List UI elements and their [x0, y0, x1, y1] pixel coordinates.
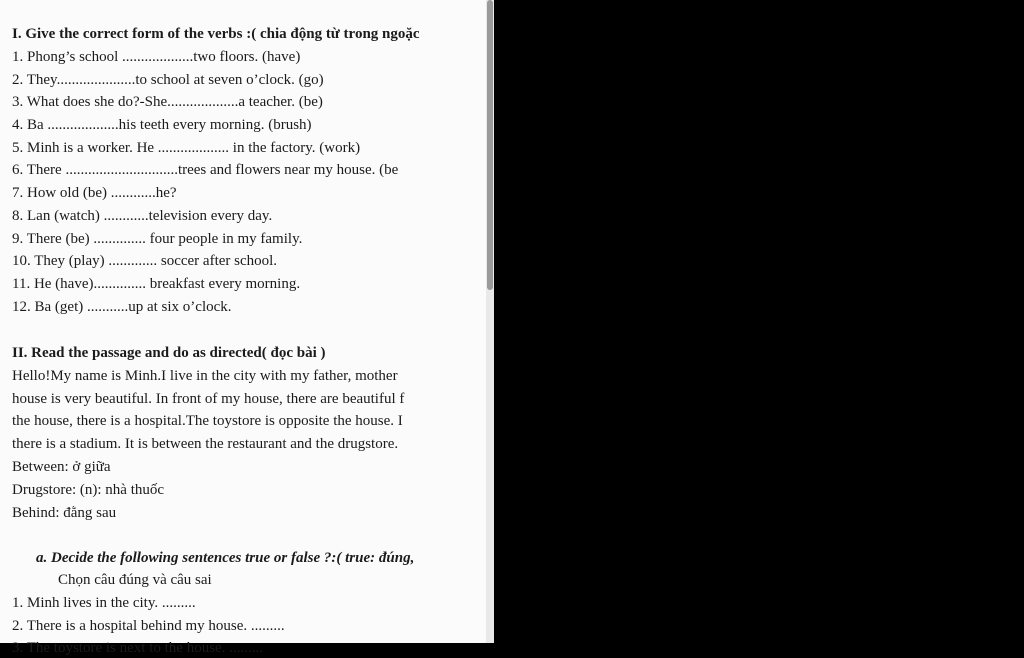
list-item: 2. There is a hospital behind my house. ......... — [12, 618, 285, 634]
vocab-item: Between: ở giữa — [12, 459, 111, 475]
list-item: 9. There (be) .............. four people in my family. — [12, 231, 303, 247]
section-a-subheading: Chọn câu đúng và câu sai — [58, 572, 212, 588]
vocab-item: Drugstore: (n): nhà thuốc — [12, 482, 165, 498]
list-item: 4. Ba ...................his teeth every morning. (brush) — [12, 117, 312, 133]
section-1-heading: I. Give the correct form of the verbs :( chia động từ trong ngoặc — [12, 26, 420, 42]
dark-background-area — [494, 0, 1024, 643]
scrollbar-thumb[interactable] — [487, 0, 493, 290]
list-item: 3. The toystore is next to the house. ......... — [12, 640, 263, 656]
document-page — [0, 0, 494, 656]
list-item: 10. They (play) ............. soccer after school. — [12, 253, 278, 269]
list-item: 1. Minh lives in the city. ......... — [12, 595, 196, 611]
section-a-heading: a. Decide the following sentences true or false ?:( true: đúng, — [36, 550, 415, 566]
section-2-heading: II. Read the passage and do as directed( đọc bài ) — [12, 345, 326, 361]
passage-line: house is very beautiful. In front of my house, there are beautiful f — [12, 391, 405, 407]
vocab-item: Behind: đằng sau — [12, 505, 117, 521]
passage-line: Hello!My name is Minh.I live in the city with my father, mother — [12, 368, 398, 384]
list-item: 8. Lan (watch) ............television every day. — [12, 208, 273, 224]
list-item: 7. How old (be) ............he? — [12, 185, 177, 201]
passage-line: the house, there is a hospital.The toystore is opposite the house. I — [12, 413, 403, 429]
list-item: 6. There ..............................trees and flowers near my house. (be — [12, 162, 399, 178]
list-item: 11. He (have).............. breakfast every morning. — [12, 276, 301, 292]
list-item: 5. Minh is a worker. He ................... in the factory. (work) — [12, 140, 361, 156]
list-item: 3. What does she do?-She...................a teacher. (be) — [12, 94, 323, 110]
list-item: 12. Ba (get) ...........up at six o’clock. — [12, 299, 232, 315]
passage-line: there is a stadium. It is between the restaurant and the drugstore. — [12, 436, 399, 452]
vertical-scrollbar[interactable] — [486, 0, 494, 643]
list-item: 2. They.....................to school at seven o’clock. (go) — [12, 72, 324, 88]
list-item: 1. Phong’s school ...................two floors. (have) — [12, 49, 301, 65]
